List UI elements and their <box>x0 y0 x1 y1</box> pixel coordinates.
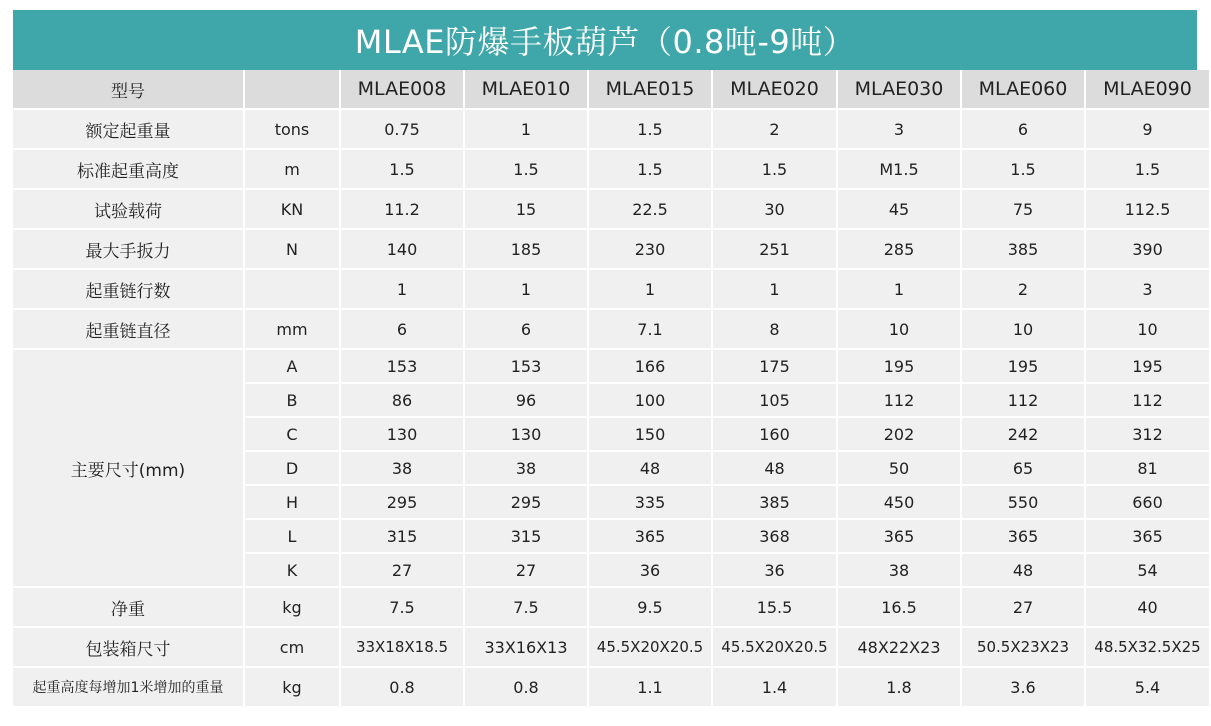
table-cell: 315 <box>341 520 463 552</box>
table-cell: 1 <box>713 270 836 308</box>
dimensions-label: 主要尺寸(mm) <box>13 350 243 586</box>
table-cell: 153 <box>465 350 587 382</box>
table-cell: 36 <box>713 554 836 586</box>
table-cell: 33X18X18.5 <box>341 628 463 666</box>
table-cell: 550 <box>962 486 1084 518</box>
dimension-key: A <box>245 350 339 382</box>
table-cell: 7.5 <box>341 588 463 626</box>
model-header: MLAE030 <box>838 70 960 108</box>
table-cell: 9.5 <box>589 588 711 626</box>
table-cell: 38 <box>341 452 463 484</box>
table-cell: 1.8 <box>838 668 960 706</box>
table-cell: 385 <box>713 486 836 518</box>
table-cell: 390 <box>1086 230 1209 268</box>
table-cell: 312 <box>1086 418 1209 450</box>
table-cell: 185 <box>465 230 587 268</box>
table-cell: M1.5 <box>838 150 960 188</box>
table-cell: 48 <box>589 452 711 484</box>
table-cell: 251 <box>713 230 836 268</box>
table-cell: 112 <box>1086 384 1209 416</box>
table-cell: 153 <box>341 350 463 382</box>
table-cell: 6 <box>465 310 587 348</box>
table-cell: 15 <box>465 190 587 228</box>
row-label: 起重高度每增加1米增加的重量 <box>13 668 243 706</box>
table-cell: 65 <box>962 452 1084 484</box>
table-cell: 36 <box>589 554 711 586</box>
table-cell: 54 <box>1086 554 1209 586</box>
table-cell: 150 <box>589 418 711 450</box>
table-cell: 11.2 <box>341 190 463 228</box>
dimension-key: C <box>245 418 339 450</box>
row-label: 起重链直径 <box>13 310 243 348</box>
row-unit: N <box>245 230 339 268</box>
row-unit: cm <box>245 628 339 666</box>
table-cell: 30 <box>713 190 836 228</box>
row-label: 起重链行数 <box>13 270 243 308</box>
row-label: 最大手扳力 <box>13 230 243 268</box>
table-cell: 10 <box>838 310 960 348</box>
table-cell: 195 <box>1086 350 1209 382</box>
table-cell: 8 <box>713 310 836 348</box>
table-title: MLAE防爆手板葫芦（0.8吨-9吨） <box>13 10 1197 70</box>
table-cell: 75 <box>962 190 1084 228</box>
row-unit: kg <box>245 588 339 626</box>
table-cell: 1.5 <box>962 150 1084 188</box>
table-cell: 3 <box>1086 270 1209 308</box>
table-cell: 27 <box>962 588 1084 626</box>
table-cell: 242 <box>962 418 1084 450</box>
row-unit: kg <box>245 668 339 706</box>
table-cell: 365 <box>962 520 1084 552</box>
table-cell: 1 <box>341 270 463 308</box>
table-cell: 50.5X23X23 <box>962 628 1084 666</box>
table-cell: 285 <box>838 230 960 268</box>
table-cell: 105 <box>713 384 836 416</box>
table-cell: 1.5 <box>589 150 711 188</box>
table-cell: 365 <box>589 520 711 552</box>
table-cell: 365 <box>838 520 960 552</box>
row-label: 试验载荷 <box>13 190 243 228</box>
table-cell: 100 <box>589 384 711 416</box>
row-unit: tons <box>245 110 339 148</box>
table-cell: 368 <box>713 520 836 552</box>
dimension-key: H <box>245 486 339 518</box>
table-cell: 335 <box>589 486 711 518</box>
model-header: MLAE060 <box>962 70 1084 108</box>
row-unit <box>245 270 339 308</box>
row-unit: mm <box>245 310 339 348</box>
table-cell: 15.5 <box>713 588 836 626</box>
table-cell: 295 <box>465 486 587 518</box>
table-cell: 1.4 <box>713 668 836 706</box>
table-cell: 38 <box>465 452 587 484</box>
table-cell: 195 <box>838 350 960 382</box>
table-cell: 140 <box>341 230 463 268</box>
row-label: 包装箱尺寸 <box>13 628 243 666</box>
table-cell: 3 <box>838 110 960 148</box>
table-cell: 166 <box>589 350 711 382</box>
table-cell: 112 <box>838 384 960 416</box>
table-cell: 195 <box>962 350 1084 382</box>
table-cell: 3.6 <box>962 668 1084 706</box>
row-label: 额定起重量 <box>13 110 243 148</box>
dimension-key: L <box>245 520 339 552</box>
table-cell: 112 <box>962 384 1084 416</box>
table-cell: 1 <box>465 110 587 148</box>
dimension-key: K <box>245 554 339 586</box>
header-unit <box>245 70 339 108</box>
table-cell: 38 <box>838 554 960 586</box>
model-header: MLAE010 <box>465 70 587 108</box>
model-header: MLAE015 <box>589 70 711 108</box>
dimension-key: B <box>245 384 339 416</box>
model-header: MLAE020 <box>713 70 836 108</box>
table-cell: 10 <box>1086 310 1209 348</box>
row-label: 净重 <box>13 588 243 626</box>
table-cell: 230 <box>589 230 711 268</box>
table-cell: 0.8 <box>341 668 463 706</box>
header-label: 型号 <box>13 70 243 108</box>
table-cell: 175 <box>713 350 836 382</box>
table-cell: 1.5 <box>465 150 587 188</box>
table-cell: 365 <box>1086 520 1209 552</box>
table-cell: 1.1 <box>589 668 711 706</box>
table-cell: 2 <box>713 110 836 148</box>
table-cell: 96 <box>465 384 587 416</box>
table-cell: 202 <box>838 418 960 450</box>
table-cell: 16.5 <box>838 588 960 626</box>
row-unit: KN <box>245 190 339 228</box>
dimension-key: D <box>245 452 339 484</box>
table-cell: 0.75 <box>341 110 463 148</box>
table-cell: 5.4 <box>1086 668 1209 706</box>
table-cell: 45.5X20X20.5 <box>713 628 836 666</box>
table-cell: 7.1 <box>589 310 711 348</box>
table-cell: 48X22X23 <box>838 628 960 666</box>
table-cell: 27 <box>465 554 587 586</box>
row-label: 标准起重高度 <box>13 150 243 188</box>
table-cell: 86 <box>341 384 463 416</box>
table-cell: 1.5 <box>589 110 711 148</box>
table-cell: 1.5 <box>341 150 463 188</box>
table-cell: 10 <box>962 310 1084 348</box>
table-cell: 50 <box>838 452 960 484</box>
table-cell: 9 <box>1086 110 1209 148</box>
table-cell: 48 <box>713 452 836 484</box>
table-cell: 0.8 <box>465 668 587 706</box>
table-cell: 7.5 <box>465 588 587 626</box>
table-cell: 6 <box>341 310 463 348</box>
table-cell: 1.5 <box>713 150 836 188</box>
table-cell: 27 <box>341 554 463 586</box>
table-cell: 130 <box>465 418 587 450</box>
model-header: MLAE008 <box>341 70 463 108</box>
table-cell: 385 <box>962 230 1084 268</box>
table-cell: 315 <box>465 520 587 552</box>
table-cell: 2 <box>962 270 1084 308</box>
table-cell: 1 <box>838 270 960 308</box>
table-cell: 48.5X32.5X25 <box>1086 628 1209 666</box>
table-cell: 112.5 <box>1086 190 1209 228</box>
spec-table <box>13 70 1201 702</box>
table-cell: 295 <box>341 486 463 518</box>
table-cell: 6 <box>962 110 1084 148</box>
table-cell: 45.5X20X20.5 <box>589 628 711 666</box>
table-cell: 130 <box>341 418 463 450</box>
row-unit: m <box>245 150 339 188</box>
table-cell: 450 <box>838 486 960 518</box>
table-cell: 48 <box>962 554 1084 586</box>
table-cell: 660 <box>1086 486 1209 518</box>
table-cell: 81 <box>1086 452 1209 484</box>
table-cell: 45 <box>838 190 960 228</box>
table-cell: 160 <box>713 418 836 450</box>
table-cell: 1 <box>465 270 587 308</box>
table-cell: 40 <box>1086 588 1209 626</box>
table-cell: 22.5 <box>589 190 711 228</box>
table-cell: 1 <box>589 270 711 308</box>
model-header: MLAE090 <box>1086 70 1209 108</box>
table-cell: 33X16X13 <box>465 628 587 666</box>
table-cell: 1.5 <box>1086 150 1209 188</box>
